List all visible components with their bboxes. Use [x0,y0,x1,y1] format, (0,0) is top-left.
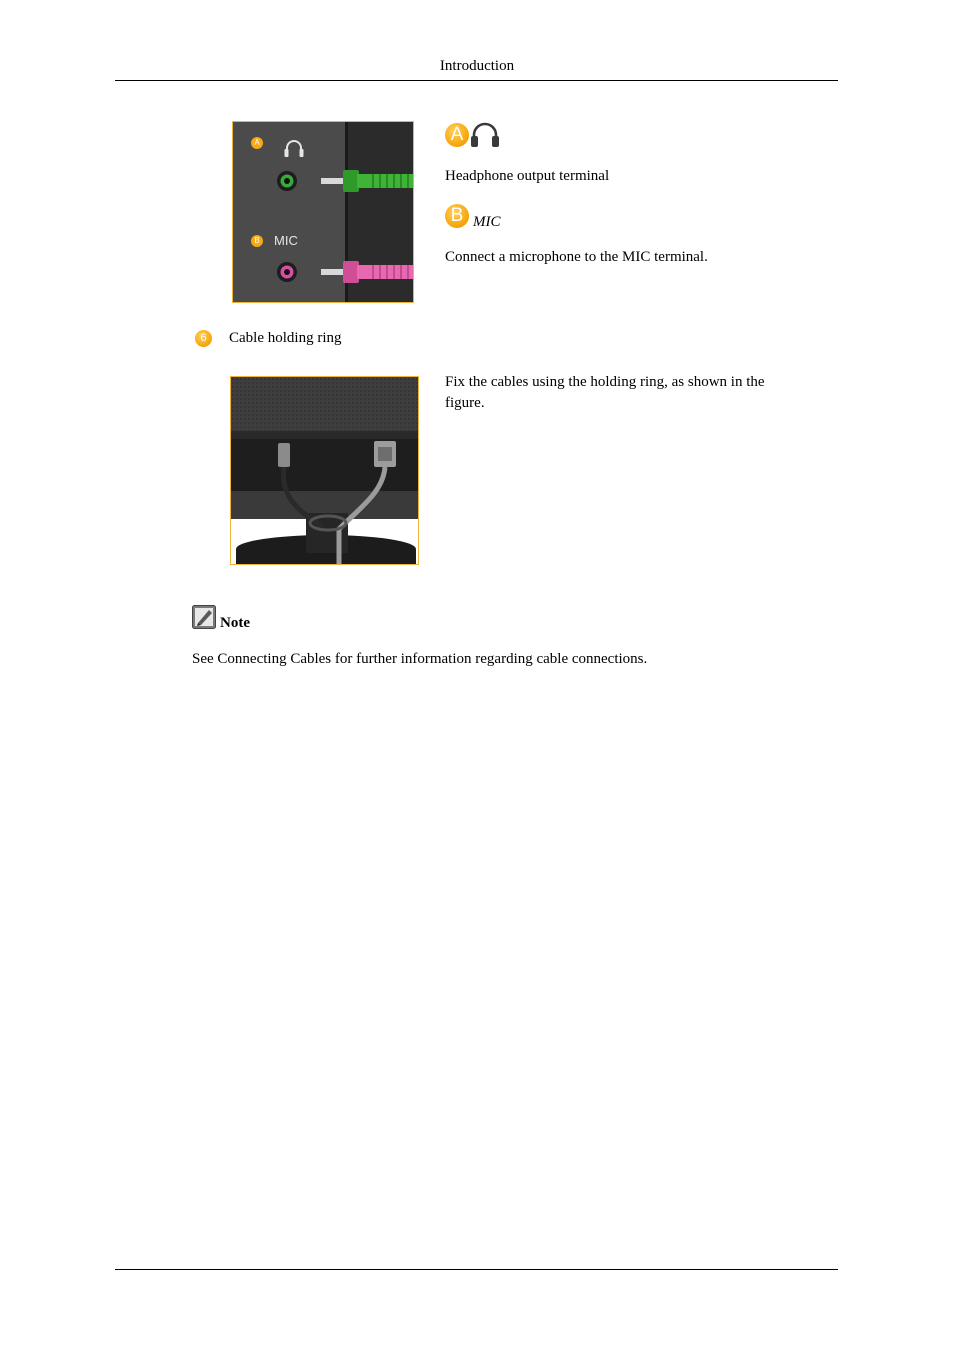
figure-badge-a: A [251,137,263,149]
note-text: See Connecting Cables for further information regarding cable connections. [192,651,648,667]
item-b-title: MIC [473,214,501,230]
item-a-description: Headphone output terminal [445,168,610,184]
item-b-description: Connect a microphone to the MIC terminal. [445,249,708,265]
section-description: Fix the cables using the holding ring, as shown in the figure. [445,374,765,411]
page-header-title: Introduction [439,58,515,74]
note-label: Note [220,615,250,631]
header-rule [115,80,838,81]
item-a-badge: A [445,123,469,147]
cable-ring-figure [230,376,419,565]
note-icon [192,605,216,629]
headphone-icon [469,121,501,149]
figure-badge-b: B [251,235,263,247]
audio-ports-figure [232,121,414,303]
section-number-badge: 6 [195,330,212,347]
item-b-badge: B [445,204,469,228]
figure-mic-label: MIC [274,233,298,248]
footer-rule [115,1269,838,1270]
section-title: Cable holding ring [229,330,342,346]
